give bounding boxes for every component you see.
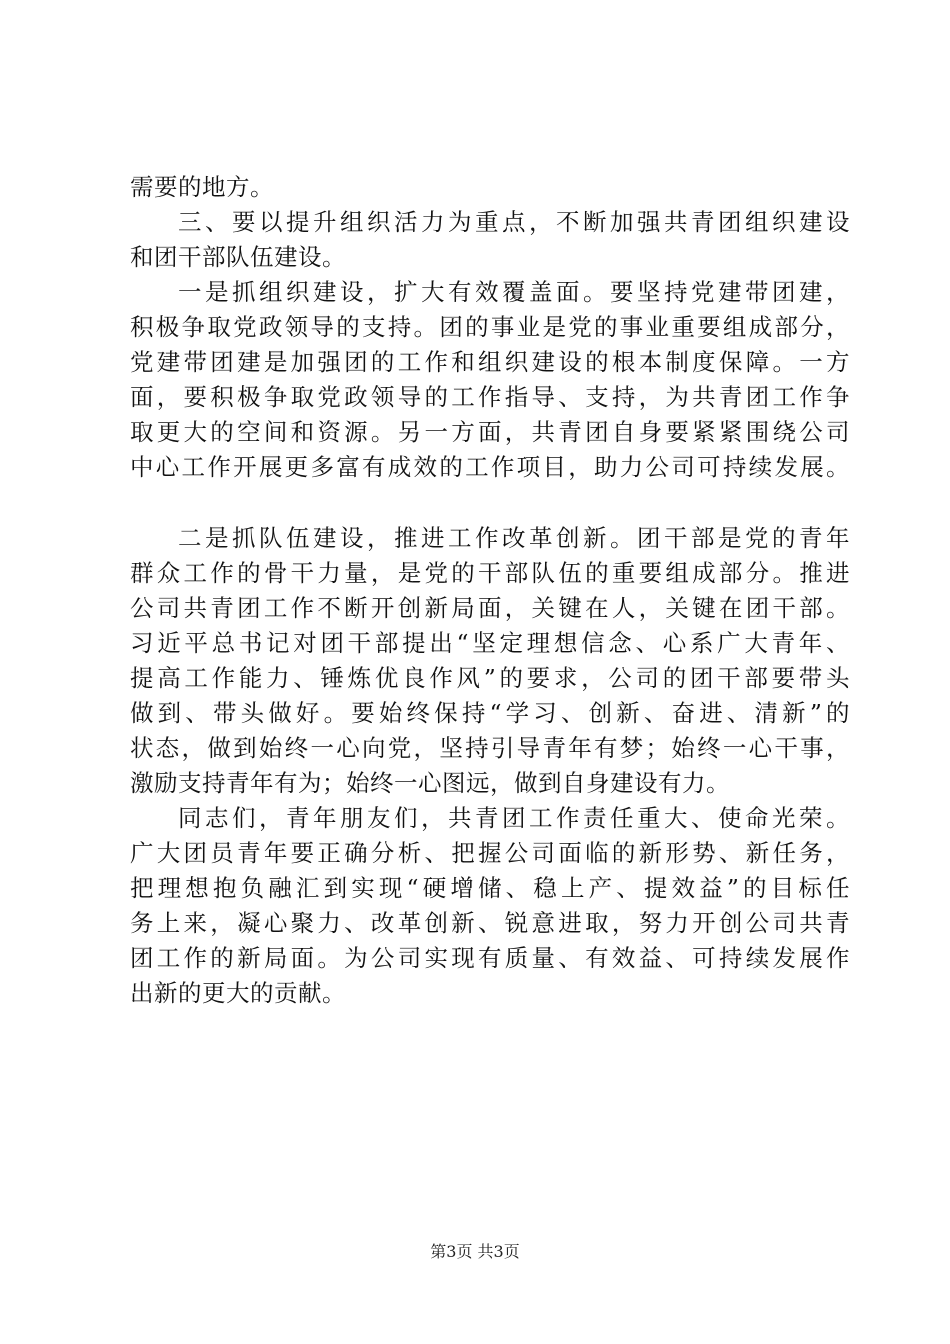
text-line: 务上来，凝心聚力、改革创新、锐意进取，努力开创公司共青 xyxy=(130,909,850,937)
text-line: 激励支持青年有为；始终一心图远，做到自身建设有力。 xyxy=(130,769,730,797)
text-line: 同志们，青年朋友们，共青团工作责任重大、使命光荣。 xyxy=(178,804,850,832)
text-line: 出新的更大的贡献。 xyxy=(130,979,346,1007)
text-line: 三、要以提升组织活力为重点，不断加强共青团组织建设 xyxy=(178,208,850,236)
text-line: 把理想抱负融汇到实现“硬增储、稳上产、提效益”的目标任 xyxy=(130,874,850,902)
text-line: 需要的地方。 xyxy=(130,173,274,201)
text-line: 和团干部队伍建设。 xyxy=(130,243,346,271)
text-line: 群众工作的骨干力量，是党的干部队伍的重要组成部分。推进 xyxy=(130,559,850,587)
text-line: 团工作的新局面。为公司实现有质量、有效益、可持续发展作 xyxy=(130,944,850,972)
page-footer: 第3页 共3页 xyxy=(430,1242,520,1261)
text-line: 公司共青团工作不断开创新局面，关键在人，关键在团干部。 xyxy=(130,594,850,622)
document-body xyxy=(130,170,850,1011)
text-line: 一是抓组织建设，扩大有效覆盖面。要坚持党建带团建， xyxy=(178,278,850,306)
text-line: 党建带团建是加强团的工作和组织建设的根本制度保障。一方 xyxy=(130,348,850,376)
text-line: 积极争取党政领导的支持。团的事业是党的事业重要组成部分， xyxy=(130,313,850,341)
text-line: 面，要积极争取党政领导的工作指导、支持，为共青团工作争 xyxy=(130,383,850,411)
text-line: 做到、带头做好。要始终保持“学习、创新、奋进、清新”的 xyxy=(130,699,850,727)
text-line: 取更大的空间和资源。另一方面，共青团自身要紧紧围绕公司 xyxy=(130,418,850,446)
text-line: 状态，做到始终一心向党，坚持引导青年有梦；始终一心干事， xyxy=(130,734,850,762)
paragraph-gap xyxy=(130,485,850,521)
text-line: 习近平总书记对团干部提出“坚定理想信念、心系广大青年、 xyxy=(130,629,850,657)
text-line: 中心工作开展更多富有成效的工作项目，助力公司可持续发展。 xyxy=(130,453,850,481)
text-line: 广大团员青年要正确分析、把握公司面临的新形势、新任务， xyxy=(130,839,850,867)
text-line: 提高工作能力、锤炼优良作风”的要求，公司的团干部要带头 xyxy=(130,664,850,692)
text-line: 二是抓队伍建设，推进工作改革创新。团干部是党的青年 xyxy=(178,524,850,552)
